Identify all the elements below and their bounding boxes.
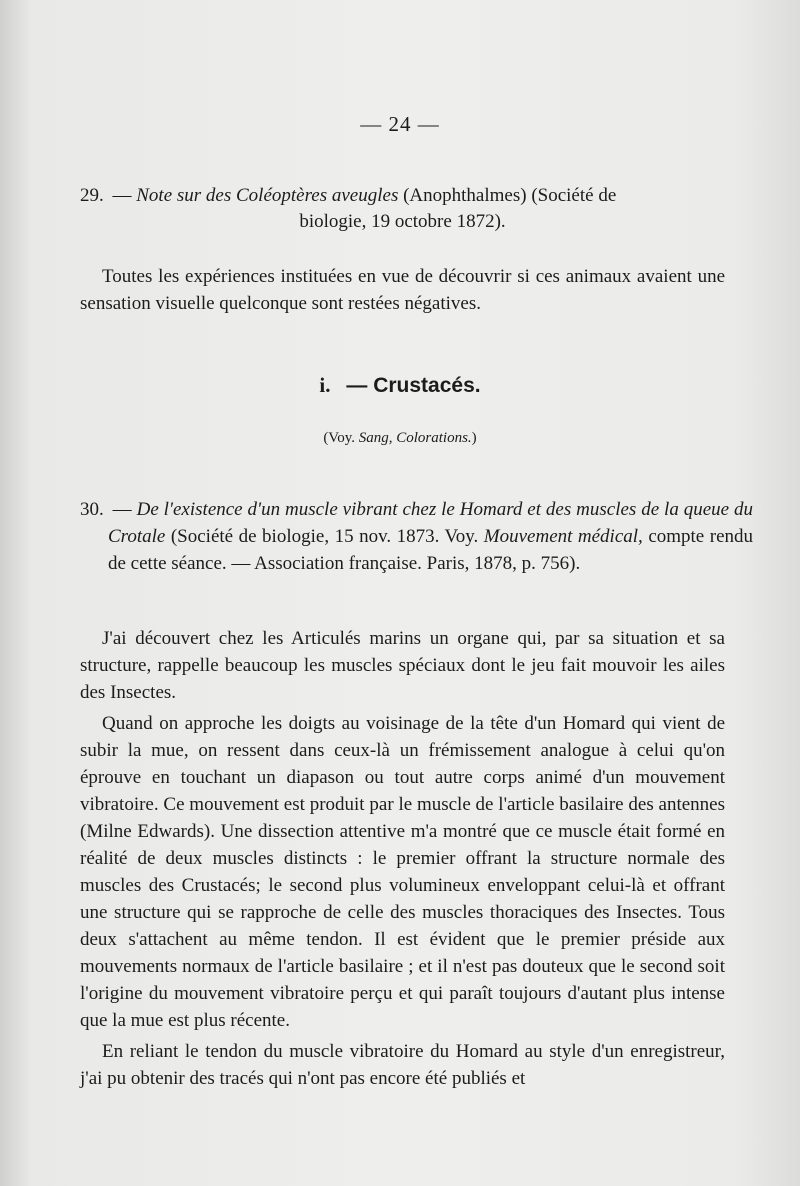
xref-open: (Voy.	[323, 430, 355, 446]
paragraph-29	[80, 263, 725, 317]
entry-title: De l'existence d'un muscle vibrant chez le Homard et des muscles de la queue du Crotale	[108, 499, 754, 547]
body-text	[80, 625, 725, 1092]
entry-dash: —	[112, 499, 132, 520]
entry-source: (Anophthalmes) (Société de	[403, 185, 617, 206]
xref-target: Sang, Colorations.	[358, 430, 472, 446]
entry-source-end: compte rendu de cette séance. — Association française. Paris, 1878, p. 756).	[108, 526, 753, 574]
entry-source-cont: biologie, 19 octobre 1872).	[299, 211, 506, 232]
entry-30	[80, 496, 753, 577]
entry-29	[80, 183, 725, 235]
entry-source: (Société de biologie, 15 nov. 1873. Voy.	[170, 526, 479, 547]
body-paragraph: Toutes les expériences instituées en vue de découvrir si ces animaux avaient une sensation visuelle quelconque sont restées négatives.	[80, 266, 725, 314]
section-number: i.	[319, 373, 331, 397]
entry-dash: —	[112, 185, 132, 206]
section-dash: —	[346, 374, 368, 397]
entry-number: 30.	[80, 499, 104, 520]
entry-number: 29.	[80, 185, 104, 206]
page-number: — 24 —	[360, 112, 440, 136]
body-paragraph: J'ai découvert chez les Articulés marins un organe qui, par sa situation et sa structure, rappelle beaucoup les muscles spéciaux dont le jeu fait mouvoir les ailes des Insectes.	[80, 628, 725, 703]
body-paragraph: En reliant le tendon du muscle vibratoire du Homard au style d'un enregistreur, j'ai pu obtenir des tracés qui n'ont pas encore été publiés et	[80, 1041, 725, 1089]
cross-reference	[0, 430, 800, 447]
entry-title: Note sur des Coléoptères aveugles	[136, 185, 399, 206]
entry-29-line1	[80, 183, 725, 209]
section-heading	[0, 373, 800, 398]
section-title: Crustacés.	[373, 374, 481, 397]
xref-close: )	[471, 430, 477, 446]
body-paragraph: Quand on approche les doigts au voisinage de la tête d'un Homard qui vient de subir la mue, on ressent dans ceux-là un frémissement analogue à celui qu'on éprouve en touchant un diapason ou tout autre corps animé d'un mouvement vibratoire. Ce mouvement est produit par le muscle de l'article basilaire des antennes (Milne Edwards). Une dissection attentive m'a montré que ce muscle était formé en réalité de deux muscles distincts : le premier offrant la structure normale des muscles des Crustacés; le second plus volumineux enveloppant celui-là et offrant une structure qui se rapproche de celle des muscles thoraciques des Insectes. Tous deux s'attachent au même tendon. Il est évident que le premier préside aux mouvements normaux de l'article basilaire ; et il n'est pas douteux que le second soit l'origine du mouvement vibratoire perçu et qui paraît toujours d'autant plus intense que la mue est plus récente.	[80, 713, 725, 1031]
entry-ref: Mouvement médical,	[483, 526, 643, 547]
